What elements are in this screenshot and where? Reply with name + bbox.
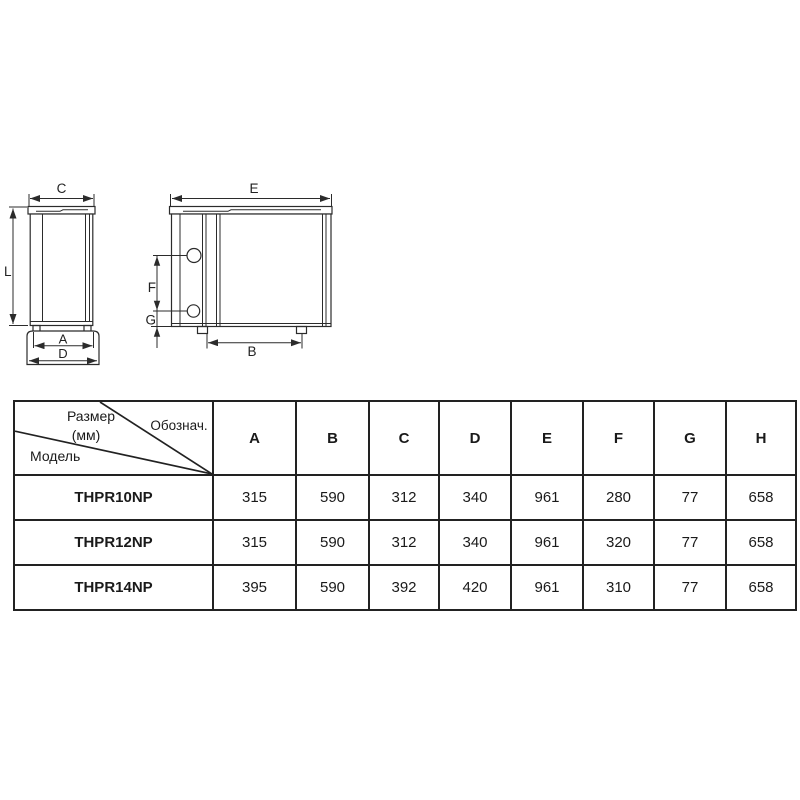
value-cell: 77 xyxy=(654,520,726,565)
side-body xyxy=(30,214,93,326)
column-header-h: H xyxy=(726,401,796,475)
value-cell: 312 xyxy=(369,520,439,565)
value-cell: 77 xyxy=(654,565,726,610)
value-cell: 961 xyxy=(511,475,583,520)
header-row xyxy=(14,401,796,475)
value-cell: 961 xyxy=(511,565,583,610)
corner-model-label: Модель xyxy=(30,448,81,464)
dimension-label-g: G xyxy=(145,312,156,328)
column-header-a: A xyxy=(213,401,296,475)
value-cell: 420 xyxy=(439,565,511,610)
column-header-e: E xyxy=(511,401,583,475)
dimension-label-a: A xyxy=(58,331,68,347)
value-cell: 312 xyxy=(369,475,439,520)
front-foot-left xyxy=(198,327,208,334)
value-cell: 395 xyxy=(213,565,296,610)
value-cell: 315 xyxy=(213,520,296,565)
model-cell: THPR12NP xyxy=(14,520,213,565)
dimensions-table xyxy=(13,400,797,611)
table-row xyxy=(14,520,796,565)
column-header-b: B xyxy=(296,401,369,475)
dimension-label-f: F xyxy=(147,280,156,295)
value-cell: 340 xyxy=(439,520,511,565)
column-header-d: D xyxy=(439,401,511,475)
pipe-connection-lower xyxy=(187,305,199,317)
value-cell: 392 xyxy=(369,565,439,610)
value-cell: 961 xyxy=(511,520,583,565)
dimension-drawing xyxy=(0,0,800,390)
value-cell: 590 xyxy=(296,565,369,610)
dimension-label-l: L xyxy=(4,264,12,279)
dimension-label-b: B xyxy=(247,344,257,359)
front-foot-right xyxy=(297,327,307,334)
value-cell: 310 xyxy=(583,565,654,610)
dimension-label-e: E xyxy=(249,181,259,196)
value-cell: 320 xyxy=(583,520,654,565)
model-cell: THPR10NP xyxy=(14,475,213,520)
value-cell: 280 xyxy=(583,475,654,520)
value-cell: 658 xyxy=(726,520,796,565)
front-view xyxy=(145,181,332,359)
table-row xyxy=(14,565,796,610)
column-header-c: C xyxy=(369,401,439,475)
value-cell: 315 xyxy=(213,475,296,520)
corner-size-unit: (мм) xyxy=(71,427,101,443)
column-header-f: F xyxy=(583,401,654,475)
table-row xyxy=(14,475,796,520)
value-cell: 340 xyxy=(439,475,511,520)
value-cell: 77 xyxy=(654,475,726,520)
value-cell: 658 xyxy=(726,475,796,520)
pipe-connection-upper xyxy=(187,249,201,263)
value-cell: 590 xyxy=(296,475,369,520)
dimension-label-c: C xyxy=(56,181,67,196)
model-cell: THPR14NP xyxy=(14,565,213,610)
corner-size-label: Размер xyxy=(66,408,116,424)
side-view xyxy=(4,181,99,365)
corner-designation-label: Обознач. xyxy=(150,418,208,433)
dimension-label-d: D xyxy=(58,346,68,361)
corner-cell xyxy=(14,401,213,475)
value-cell: 590 xyxy=(296,520,369,565)
column-header-g: G xyxy=(654,401,726,475)
value-cell: 658 xyxy=(726,565,796,610)
